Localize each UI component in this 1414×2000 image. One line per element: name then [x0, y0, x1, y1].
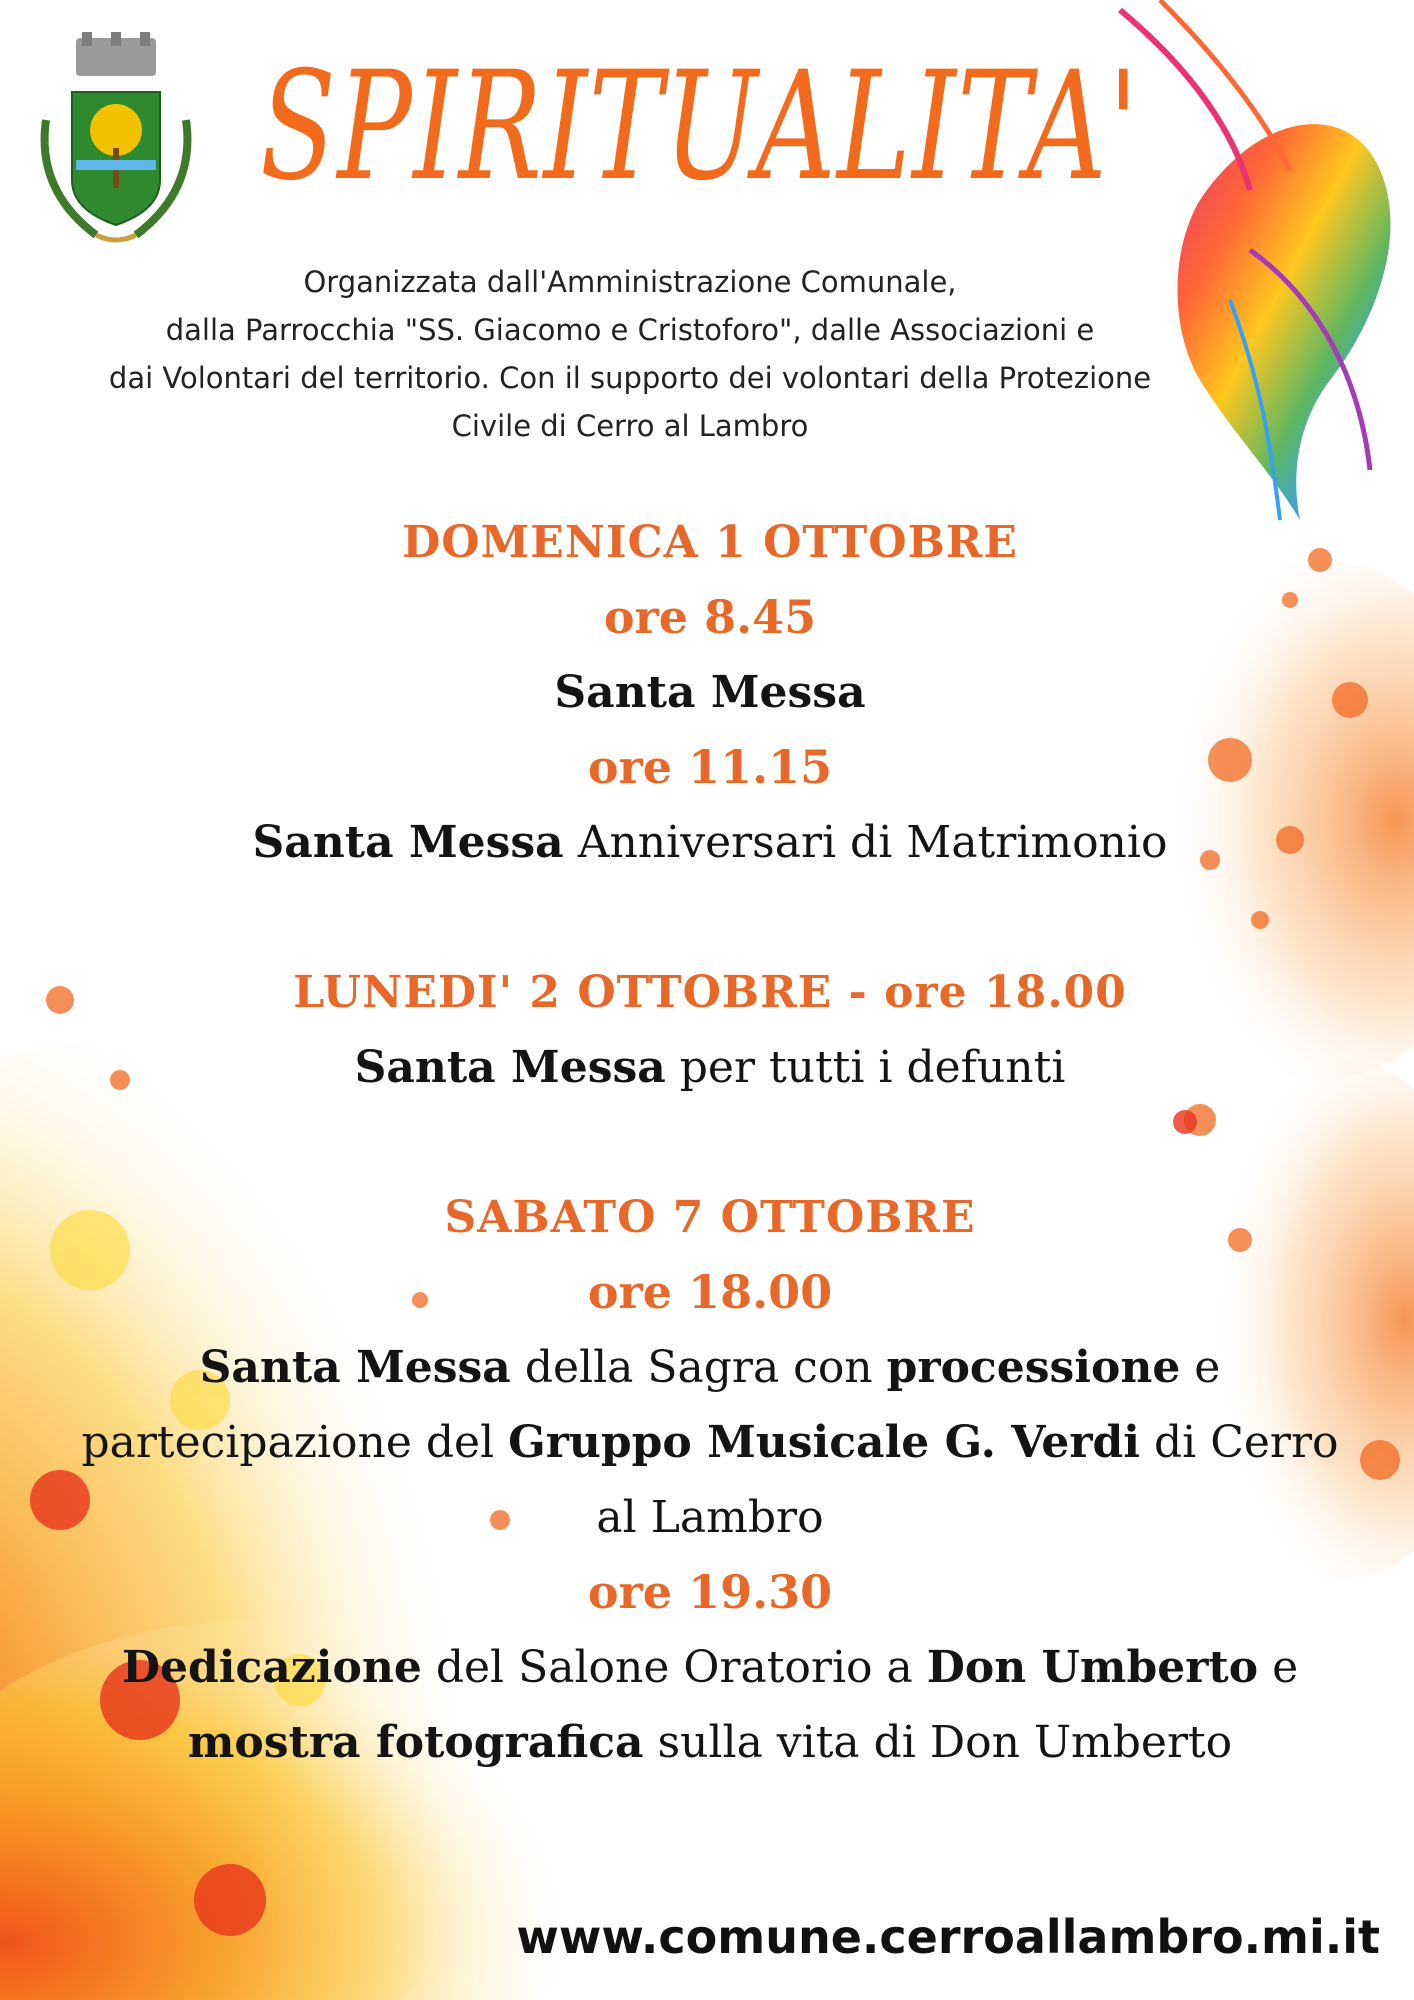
event-description: [60, 805, 1360, 880]
event-desc-text: e: [1180, 1342, 1221, 1393]
event-desc-bold: processione: [886, 1342, 1181, 1393]
organizers-text: [0, 258, 1260, 450]
event-description: [60, 655, 1360, 730]
page-title: [250, 18, 1150, 248]
event-desc-text: Anniversari di Matrimonio: [563, 817, 1168, 868]
event-desc-bold: Santa Messa: [554, 667, 866, 718]
event-description: [60, 1405, 1360, 1480]
event-time: ore 18.00: [587, 1265, 833, 1319]
event-desc-bold: Santa Messa: [354, 1042, 666, 1093]
event-desc-text: per tutti i defunti: [665, 1042, 1066, 1093]
event-time: ore 19.30: [587, 1565, 833, 1619]
title-text: SPIRITUALITA': [260, 40, 1140, 214]
event-day-heading: SABATO 7 OTTOBRE: [444, 1192, 976, 1243]
event-day-heading: LUNEDI' 2 OTTOBRE - ore 18.00: [293, 967, 1127, 1018]
event-description: [60, 1030, 1360, 1105]
subtitle-line: dai Volontari del territorio. Con il supporto dei volontari della Protezione: [108, 361, 1152, 395]
event-desc-text: partecipazione del: [81, 1417, 509, 1468]
event-desc-text: di Cerro: [1140, 1417, 1339, 1468]
municipal-coat-of-arms-icon: [26, 30, 206, 260]
event-desc-text: del Salone Oratorio a: [421, 1642, 927, 1693]
event-time: ore 8.45: [603, 590, 817, 644]
event-time: ore 11.15: [587, 740, 833, 794]
subtitle-line: Civile di Cerro al Lambro: [451, 409, 809, 443]
event-desc-bold: mostra fotografica: [187, 1717, 644, 1768]
event-description: al Lambro: [596, 1492, 824, 1543]
event-desc-text: e: [1258, 1642, 1299, 1693]
subtitle-line: dalla Parrocchia "SS. Giacomo e Cristoforo", dalle Associazioni e: [165, 313, 1095, 347]
event-desc-text: sulla vita di Don Umberto: [643, 1717, 1233, 1768]
event-day-heading: DOMENICA 1 OTTOBRE: [402, 517, 1018, 568]
event-desc-bold: Dedicazione: [121, 1642, 422, 1693]
subtitle-line: Organizzata dall'Amministrazione Comunale,: [303, 265, 957, 299]
event-description: [60, 1705, 1360, 1780]
event-desc-text: della Sagra con: [510, 1342, 887, 1393]
event-description: [60, 1330, 1360, 1405]
event-desc-bold: Gruppo Musicale G. Verdi: [508, 1417, 1140, 1468]
event-desc-bold: Santa Messa: [199, 1342, 511, 1393]
event-desc-bold: Don Umberto: [926, 1642, 1259, 1693]
website-link[interactable]: www.comune.cerroallambro.mi.it: [516, 1910, 1380, 1964]
events-schedule: [60, 505, 1360, 1780]
event-description: [60, 1630, 1360, 1705]
event-desc-bold: Santa Messa: [252, 817, 564, 868]
